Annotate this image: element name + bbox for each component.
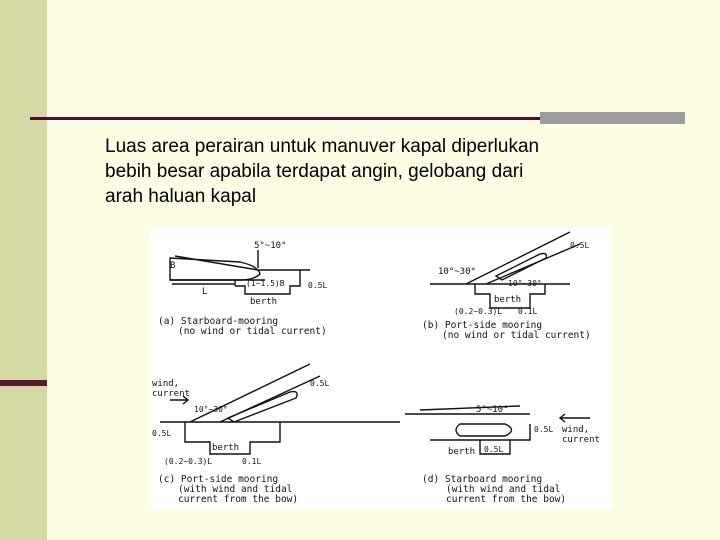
panel-c-clearance-side: 0.5L	[152, 429, 172, 438]
mooring-diagram-svg	[150, 228, 612, 510]
panel-d-berth: berth	[448, 447, 476, 457]
panel-c-berth: berth	[212, 443, 240, 453]
panel-c-caption-2: (with wind and tidal	[178, 484, 293, 495]
panel-a-label-l: L	[202, 287, 208, 297]
panel-a-berth: berth	[250, 297, 278, 307]
panel-b-angle-left: 10°~30°	[438, 267, 476, 277]
panel-d-wind-1: wind,	[562, 425, 590, 435]
panel-b-clearance: 0.5L	[570, 241, 590, 250]
panel-c-wind-1: wind,	[152, 379, 180, 389]
panel-c-wind-2: current	[152, 389, 190, 399]
panel-b-angle-right: 10°~30°	[508, 279, 542, 288]
slide-body-text	[105, 134, 665, 209]
left-accent-bar	[0, 0, 47, 540]
mooring-diagram-figure	[150, 228, 612, 510]
panel-d-caption-1: (d) Starboard mooring	[422, 474, 543, 485]
panel-b-span: (0.2~0.3)L	[454, 307, 503, 316]
panel-b-berth: berth	[494, 295, 522, 305]
panel-b-caption-1: (b) Port-side mooring	[422, 320, 543, 331]
panel-c-caption-1: (c) Port-side mooring	[158, 474, 279, 485]
panel-b-caption-2: (no wind or tidal current)	[442, 330, 591, 341]
panel-d-span: 0.5L	[484, 445, 504, 454]
divider-accent-block	[540, 112, 685, 124]
panel-a-drawing	[170, 250, 310, 294]
body-line-3: arah haluan kapal	[105, 186, 257, 207]
panel-b-end: 0.1L	[518, 307, 538, 316]
panel-d-caption-3: current from the bow)	[446, 494, 567, 505]
body-line-2: bebih besar apabila terdapat angin, gelobang dari	[105, 161, 524, 182]
panel-d-clearance: 0.5L	[534, 425, 554, 434]
panel-a-caption-2: (no wind or tidal current)	[178, 326, 327, 337]
left-accent-rule	[0, 380, 47, 386]
panel-a-label-b: B	[170, 261, 176, 271]
panel-c-end: 0.1L	[242, 457, 262, 466]
body-line-1: Luas area perairan untuk manuver kapal diperlukan	[105, 136, 540, 157]
panel-c-angle: 10°~30°	[194, 405, 228, 414]
panel-a-clearance: 0.5L	[308, 281, 328, 290]
panel-d-caption-2: (with wind and tidal	[446, 484, 561, 495]
panel-d-wind-2: current	[562, 435, 600, 445]
panel-a-span: (1~1.5)B	[246, 279, 285, 288]
panel-c-caption-3: current from the bow)	[178, 494, 299, 505]
panel-a-angle: 5°~10°	[254, 241, 287, 251]
panel-a-caption-1: (a) Starboard-mooring	[158, 316, 279, 327]
panel-c-span: (0.2~0.3)L	[164, 457, 213, 466]
panel-d-angle: 5°~10°	[476, 405, 509, 415]
panel-c-clearance-top: 0.5L	[310, 379, 330, 388]
